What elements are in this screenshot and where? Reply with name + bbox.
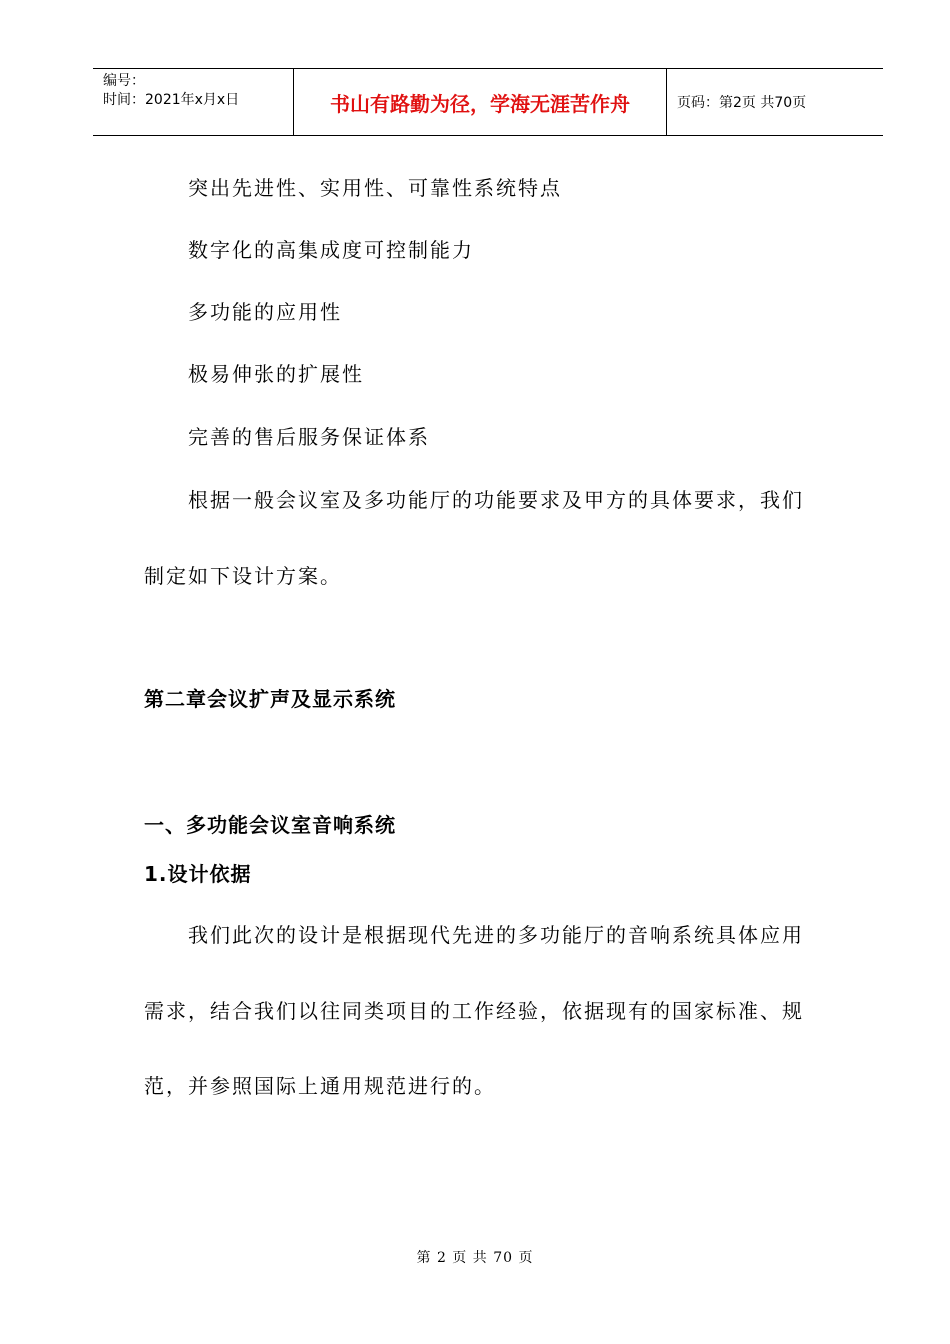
subsection-title: 1.设计依据 <box>144 862 252 886</box>
paragraph-line: 范，并参照国际上通用规范进行的。 <box>144 1074 496 1098</box>
feature-item: 极易伸张的扩展性 <box>188 362 364 386</box>
feature-item: 数字化的高集成度可控制能力 <box>188 238 474 262</box>
paragraph-line: 制定如下设计方案。 <box>144 564 342 588</box>
paragraph-line: 需求，结合我们以往同类项目的工作经验，依据现有的国家标准、规 <box>144 999 804 1023</box>
chapter-title: 第二章会议扩声及显示系统 <box>144 687 396 711</box>
feature-item: 多功能的应用性 <box>188 300 342 324</box>
header-motto: 书山有路勤为径，学海无涯苦作舟 <box>294 69 667 135</box>
doc-time-label: 时间：2021年x月x日 <box>103 92 240 108</box>
feature-item: 完善的售后服务保证体系 <box>188 425 430 449</box>
header-meta <box>93 69 294 135</box>
feature-item: 突出先进性、实用性、可靠性系统特点 <box>188 176 562 200</box>
page-header <box>93 68 883 136</box>
section-title: 一、多功能会议室音响系统 <box>144 813 396 837</box>
page-footer: 第 2 页 共 70 页 <box>416 1250 534 1266</box>
header-page-info: 页码：第2页 共70页 <box>677 95 807 111</box>
doc-number-label: 编号： <box>103 73 145 89</box>
paragraph-line: 根据一般会议室及多功能厅的功能要求及甲方的具体要求，我们 <box>188 488 804 512</box>
paragraph-line: 我们此次的设计是根据现代先进的多功能厅的音响系统具体应用 <box>188 923 804 947</box>
